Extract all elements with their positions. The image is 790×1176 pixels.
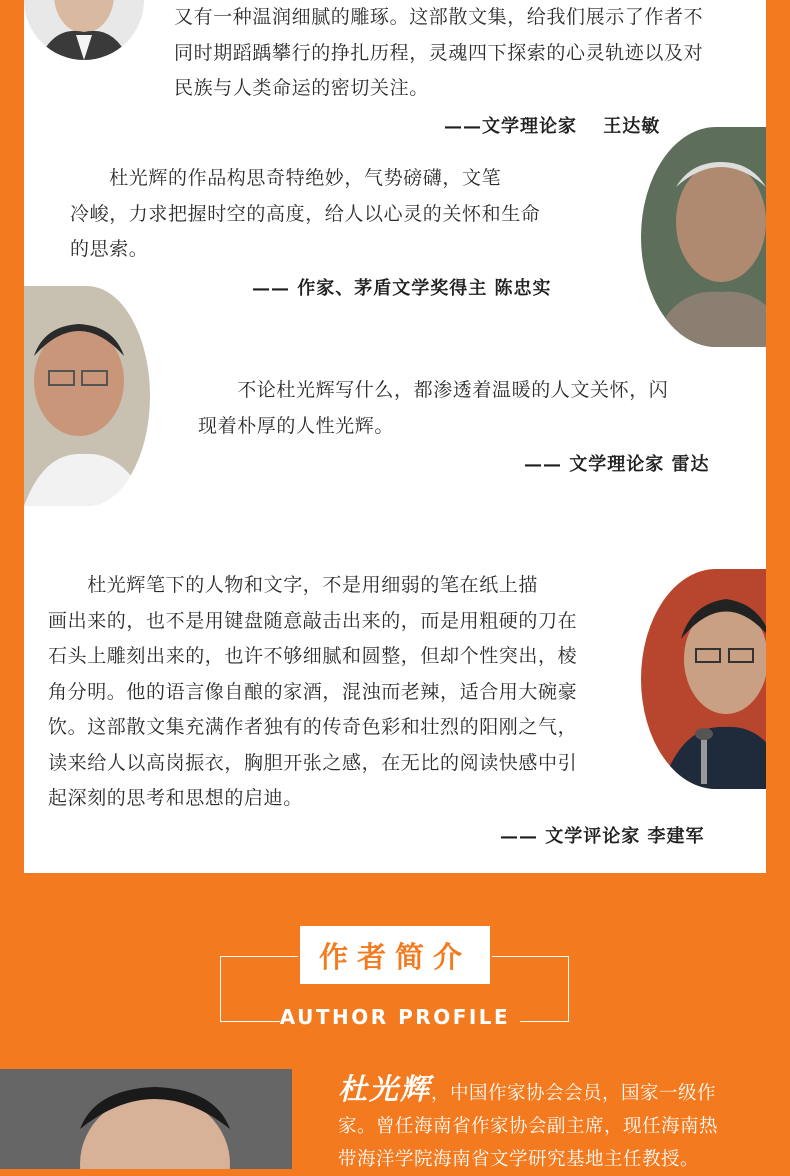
author-bio-text: ，中国作家协会会员，国家一级作 <box>431 1083 717 1104</box>
review-2-signature: —— 作家、茅盾文学奖得主 陈忠实 <box>252 278 552 299</box>
review-line: 同时期蹈踽攀行的挣扎历程，灵魂四下探索的心灵轨迹以及对 <box>174 41 704 64</box>
reviews-panel <box>24 0 766 873</box>
review-line: 角分明。他的语言像自酿的家酒，混浊而老辣，适合用大碗豪 <box>48 680 578 703</box>
reviewer-photo-lei-da <box>24 286 150 506</box>
section-title-box <box>300 926 490 984</box>
review-line: 的思索。 <box>70 238 149 260</box>
review-line: 饮。这部散文集充满作者独有的传奇色彩和壮烈的阳刚之气， <box>48 716 578 738</box>
reviewer-photo-li-jianjun <box>641 569 766 789</box>
review-line: 石头上雕刻出来的，也许不够细腻和圆整，但却个性突出，棱 <box>48 645 578 667</box>
author-bio-line <box>338 1073 758 1110</box>
review-line: 不论杜光辉写什么，都渗透着温暖的人文关怀，闪 <box>198 379 669 401</box>
review-line: 杜光辉的作品构思奇特绝妙，气势磅礴，文笔 <box>70 167 502 189</box>
review-line: 冷峻，力求把握时空的高度，给人以心灵的关怀和生命 <box>70 202 541 225</box>
review-1-text <box>174 0 764 107</box>
review-4-text <box>48 568 628 817</box>
review-2-text <box>70 161 610 268</box>
section-subtitle: AUTHOR PROFILE <box>279 1005 511 1029</box>
review-line: 起深刻的思考和思想的启迪。 <box>48 787 303 809</box>
review-line: 读来给人以高岗振衣，胸胆开张之感，在无比的阅读快感中引 <box>48 751 578 774</box>
reviewer-photo-wang-damin <box>24 0 144 60</box>
section-title: 作者简介 <box>318 939 471 974</box>
review-line: 现着朴厚的人性光辉。 <box>198 414 395 437</box>
review-line: 又有一种温润细腻的雕琢。这部散文集，给我们展示了作者不 <box>174 6 704 28</box>
review-line: 民族与人类命运的密切关注。 <box>174 77 429 99</box>
reviewer-photo-chen-zhongshi <box>641 127 766 347</box>
author-photo <box>0 1069 292 1169</box>
author-name: 杜光辉 <box>338 1072 432 1106</box>
author-bio-line: 带海洋学院海南省文学研究基地主任教授。 <box>338 1149 700 1170</box>
author-bio-line: 家。曾任海南省作家协会副主席，现任海南热 <box>338 1116 719 1137</box>
review-line: 画出来的，也不是用键盘随意敲击出来的，而是用粗硬的刀在 <box>48 609 578 632</box>
review-4-signature: —— 文学评论家 李建军 <box>500 826 705 847</box>
author-bio <box>338 1073 758 1176</box>
review-1-signature: ——文学理论家 王达敏 <box>444 116 661 137</box>
review-3-signature: —— 文学理论家 雷达 <box>524 454 710 475</box>
review-line: 杜光辉笔下的人物和文字，不是用细弱的笔在纸上描 <box>48 574 539 596</box>
review-3-text <box>198 373 758 444</box>
